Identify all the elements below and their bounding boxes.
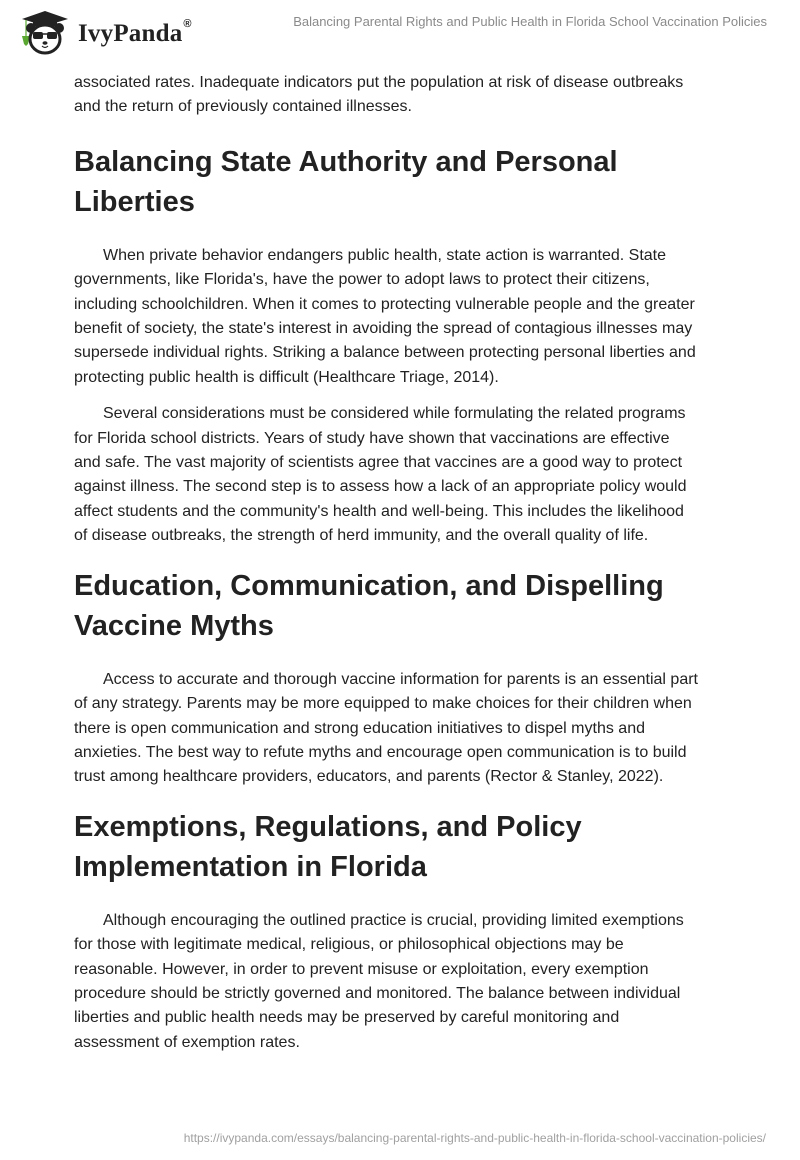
body-paragraph: Access to accurate and thorough vaccine information for parents is an essential part of any strategy. Parents may be more equipped to make choices for their children when there is open communication and strong education initiatives to dispel myths and anxieties. The best way to refute myths and encourage open communication is to build trust among healthcare providers, educators, and parents (Rector & Stanley, 2022).: [74, 670, 698, 786]
ivypanda-logo[interactable]: [16, 8, 192, 58]
registered-mark: ®: [183, 18, 192, 30]
section-heading-vaccine-myths: Education, Communication, and Dispelling Vaccine Myths: [74, 569, 664, 642]
body-paragraph: Although encouraging the outlined practice is crucial, providing limited exemptions for those with legitimate medical, religious, or philosophical objections may be reasonable. However, in order to prevent misuse or exploitation, every exemption procedure should be strictly governed and monitored. The balance between individual liberties and public health needs may be preserved by careful monitoring and assessment of exemption rates.: [74, 911, 684, 1051]
document-title: Balancing Parental Rights and Public Health in Florida School Vaccination Policies: [293, 14, 767, 29]
panda-graduate-icon: [16, 8, 76, 58]
section-heading-state-authority: Balancing State Authority and Personal Liberties: [74, 145, 618, 218]
section-heading-exemptions: Exemptions, Regulations, and Policy Implementation in Florida: [74, 810, 582, 883]
body-paragraph: Several considerations must be considered while formulating the related programs for Florida school districts. Years of study have shown that vaccinations are effective and safe. The vast majority of scientists agree that vaccines are a good way to protect against illness. The second step is to assess how a lack of an appropriate policy would affect students and the community's health and well-being. This includes the likelihood of disease outbreaks, the strength of herd immunity, and the overall quality of life.: [74, 405, 687, 545]
intro-paragraph: associated rates. Inadequate indicators put the population at risk of disease outbreaks and the return of previously contained illnesses.: [74, 74, 684, 116]
brand-name: IvyPanda®: [78, 18, 192, 47]
essay-content: [74, 71, 734, 1055]
source-url-link[interactable]: https://ivypanda.com/essays/balancing-parental-rights-and-public-health-in-florida-school-vaccination-policies/: [183, 1131, 766, 1145]
page-header: [0, 0, 800, 60]
body-paragraph: When private behavior endangers public health, state action is warranted. State governments, like Florida's, have the power to adopt laws to protect their citizens, including schoolchildren. When it comes to protecting vulnerable people and the greater benefit of society, the state's interest in avoiding the spread of contagious illnesses may supersede individual rights. Striking a balance between protecting personal liberties and protecting public health is difficult (Healthcare Triage, 2014).: [74, 246, 696, 386]
